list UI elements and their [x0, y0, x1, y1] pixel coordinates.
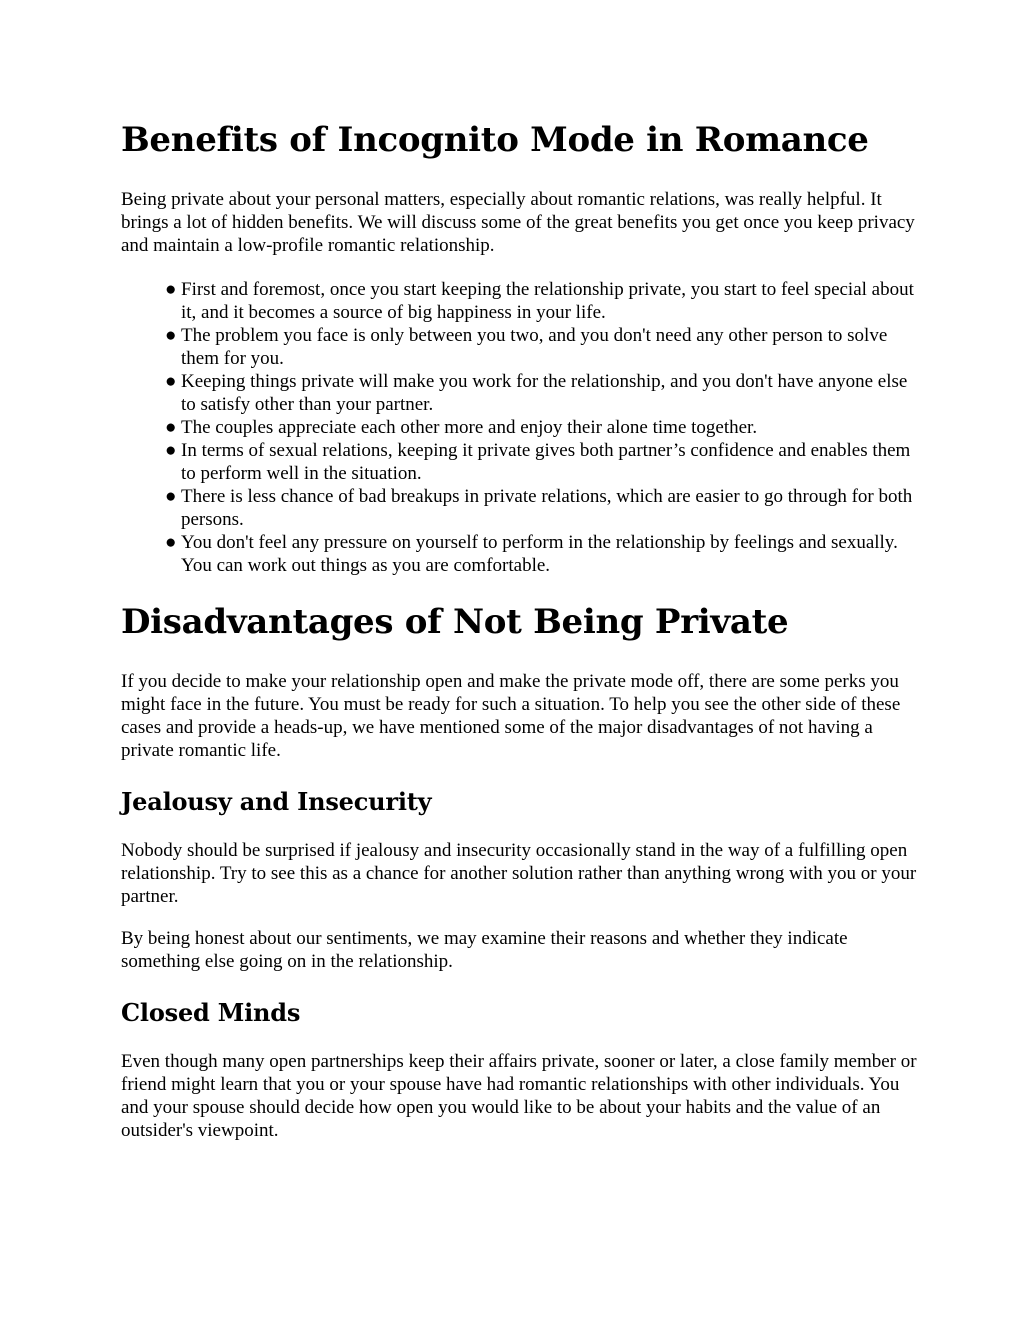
list-item-text: In terms of sexual relations, keeping it private gives both partner’s confidence and enables them to perform well in the situation. [181, 440, 911, 484]
heading-jealousy: Jealousy and Insecurity [121, 787, 432, 816]
bullet-icon: ● [165, 371, 177, 392]
list-item [165, 439, 921, 485]
list-item [165, 485, 921, 531]
list-item [165, 324, 921, 370]
paragraph-jealousy-1: Nobody should be surprised if jealousy and insecurity occasionally stand in the way of a fulfilling open relationship. Try to see this as a chance for another solution rather than anything wrong with you or your partner. [121, 840, 917, 907]
list-item [165, 278, 921, 324]
document-page [121, 118, 921, 1142]
heading-disadvantages: Disadvantages of Not Being Private [121, 602, 789, 642]
list-item-text: You don't feel any pressure on yourself to perform in the relationship by feelings and sexually. You can work out things as you are comfortable. [181, 532, 898, 576]
paragraph-jealousy-2: By being honest about our sentiments, we may examine their reasons and whether they indicate something else going on in the relationship. [121, 928, 848, 972]
list-item-text: There is less chance of bad breakups in private relations, which are easier to go through for both persons. [181, 486, 913, 530]
list-item [165, 531, 921, 577]
bullet-icon: ● [165, 417, 177, 438]
bullet-icon: ● [165, 440, 177, 461]
paragraph-disadvantages-intro: If you decide to make your relationship open and make the private mode off, there are some perks you might face in the future. You must be ready for such a situation. To help you see the other side of these cases and provide a heads-up, we have mentioned some of the major disadvantages of not having a private romantic life. [121, 671, 901, 761]
heading-benefits: Benefits of Incognito Mode in Romance [121, 120, 869, 160]
bullet-icon: ● [165, 486, 177, 507]
list-item [165, 370, 921, 416]
list-item-text: The couples appreciate each other more and enjoy their alone time together. [181, 417, 758, 438]
list-item-text: The problem you face is only between you two, and you don't need any other person to solve them for you. [181, 325, 888, 369]
bullet-icon: ● [165, 325, 177, 346]
bullet-icon: ● [165, 532, 177, 553]
list-item-text: Keeping things private will make you work for the relationship, and you don't have anyone else to satisfy other than your partner. [181, 371, 908, 415]
paragraph-closed-minds: Even though many open partnerships keep their affairs private, sooner or later, a close family member or friend might learn that you or your spouse have had romantic relationships with other individuals. You and your spouse should decide how open you would like to be about your habits and the value of an outsider's viewpoint. [121, 1051, 917, 1141]
bullet-icon: ● [165, 279, 177, 300]
list-item-text: First and foremost, once you start keeping the relationship private, you start to feel special about it, and it becomes a source of big happiness in your life. [181, 279, 914, 323]
heading-closed-minds: Closed Minds [121, 998, 301, 1027]
list-item [165, 416, 921, 439]
benefits-list [121, 278, 921, 577]
paragraph-benefits-intro: Being private about your personal matters, especially about romantic relations, was really helpful. It brings a lot of hidden benefits. We will discuss some of the great benefits you get once you keep privacy and maintain a low-profile romantic relationship. [121, 189, 915, 256]
